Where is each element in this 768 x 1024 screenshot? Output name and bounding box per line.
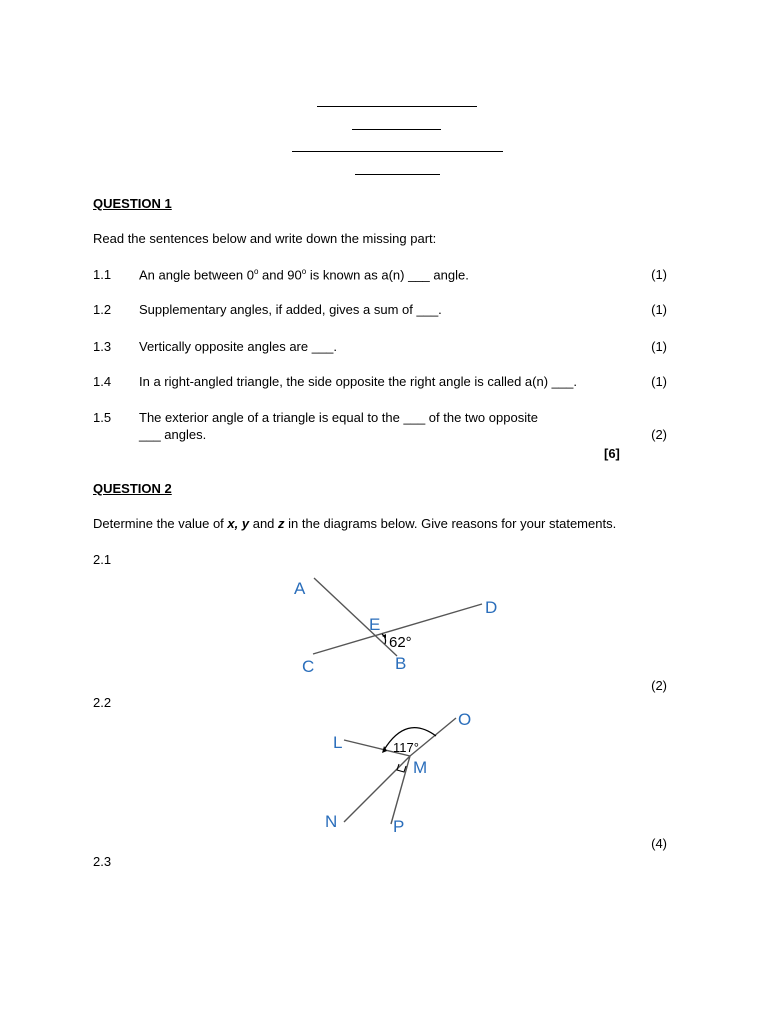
- item-mark: (2): [651, 427, 667, 442]
- question-2-1-number: 2.1: [93, 552, 112, 567]
- item-text-line-2: ___ angles.: [139, 427, 207, 442]
- label-c: C: [302, 657, 315, 676]
- item-mark: (1): [651, 374, 667, 389]
- item-text-part: and 90: [258, 267, 302, 283]
- item-text: Vertically opposite angles are ___.: [139, 339, 338, 354]
- label-a: A: [294, 579, 306, 598]
- variable-x: x,: [227, 516, 239, 531]
- item-number: 1.3: [93, 339, 112, 354]
- item-mark: (1): [651, 267, 667, 282]
- label-b: B: [395, 654, 407, 673]
- item-text: In a right-angled triangle, the side opposite the right angle is called a(n) ___.: [139, 374, 577, 389]
- item-text-line-1: The exterior angle of a triangle is equal to the ___ of the two opposite: [139, 410, 538, 425]
- angle-value: 62°: [389, 634, 412, 651]
- label-n: N: [325, 812, 338, 831]
- variable-y: y: [241, 516, 250, 531]
- question-1-total: [6]: [604, 446, 620, 461]
- item-mark: (1): [651, 339, 667, 354]
- item-text-part: An angle between 0: [139, 267, 254, 283]
- label-e: E: [369, 615, 381, 634]
- header-rule-4: [355, 174, 440, 175]
- label-m: M: [413, 758, 428, 777]
- diagram-2-2: [320, 706, 490, 836]
- header-rule-2: [352, 129, 441, 130]
- label-p: P: [393, 817, 405, 836]
- label-o: O: [458, 710, 472, 729]
- item-number: 1.5: [93, 410, 112, 425]
- item-number: 1.1: [93, 267, 112, 282]
- item-mark: (1): [651, 302, 667, 317]
- question-1-title: QUESTION 1: [93, 196, 172, 211]
- degree-sup: o: [301, 267, 307, 276]
- diagram-2-1: [290, 572, 510, 682]
- instruction-part: and: [249, 516, 279, 531]
- variable-z: z: [278, 516, 285, 531]
- question-2-title: QUESTION 2: [93, 481, 172, 496]
- header-rule-1: [317, 106, 477, 107]
- question-2-2-mark: (4): [651, 836, 667, 851]
- instruction-part: in the diagrams below. Give reasons for your statements.: [284, 516, 617, 531]
- question-1-instruction: Read the sentences below and write down the missing part:: [93, 231, 437, 246]
- line-ab: [314, 578, 397, 656]
- angle-value: 117°: [393, 740, 419, 755]
- item-text: [139, 267, 469, 282]
- instruction-part: Determine the value of: [93, 516, 228, 531]
- label-l: L: [333, 733, 343, 752]
- label-d: D: [485, 598, 498, 617]
- item-text: Supplementary angles, if added, gives a sum of ___.: [139, 302, 442, 317]
- header-rule-3: [292, 151, 503, 152]
- degree-sup: o: [253, 267, 259, 276]
- question-2-3-number: 2.3: [93, 854, 112, 869]
- item-number: 1.2: [93, 302, 112, 317]
- question-2-2-number: 2.2: [93, 695, 112, 710]
- question-2-instruction: [93, 516, 616, 531]
- item-number: 1.4: [93, 374, 112, 389]
- question-2-1-mark: (2): [651, 678, 667, 693]
- item-text-part: is known as a(n) ___ angle.: [306, 267, 469, 283]
